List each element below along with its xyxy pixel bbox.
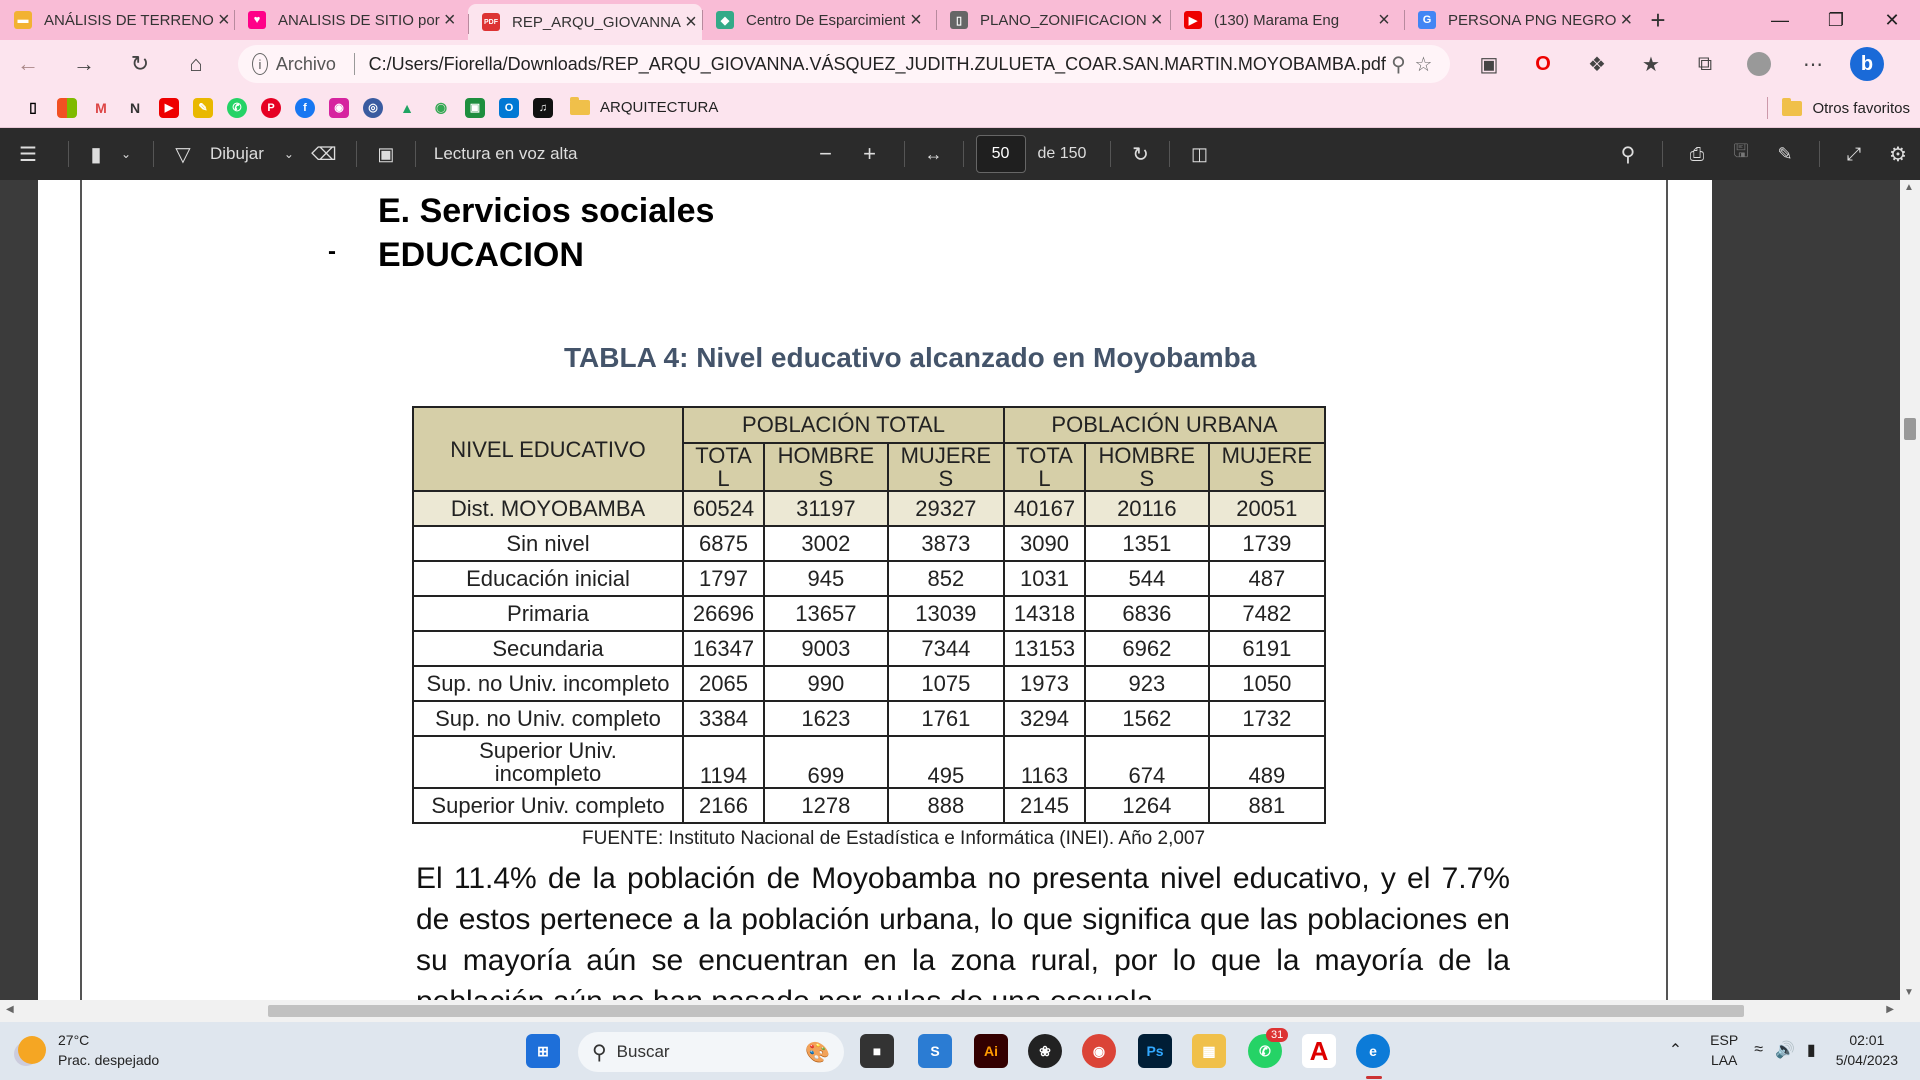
sub-column-header [888,443,1004,491]
table-cell: 3873 [888,526,1004,561]
table-cell: 487 [1209,561,1325,596]
sub-header-line: TOTA [695,443,752,468]
table-cell: 1278 [764,788,888,823]
browser-tab[interactable] [702,0,936,40]
table-row [413,596,1325,631]
tab-title: PLANO_ZONIFICACION [980,11,1147,29]
zoom-out-icon[interactable]: − [819,141,832,166]
row-label: Dist. MOYOBAMBA [413,491,683,526]
table-cell: 990 [764,666,888,701]
row-label: Superior Univ. completo [413,788,683,823]
save-icon[interactable]: 🖫 [1733,141,1749,161]
bullet-dash: - [328,238,336,265]
tab-close-icon[interactable]: × [685,10,697,33]
table-source: FUENTE: Instituto Nacional de Estadística e Informática (INEI). Año 2,007 [582,828,1206,849]
whatsapp-icon[interactable]: ✆ [1248,1034,1282,1068]
bookmark-folder-arquitectura[interactable] [570,99,718,116]
settings-gear-icon[interactable]: ⚙ [1889,143,1907,166]
pdf-toolbar [0,128,1920,180]
table-cell: 888 [888,788,1004,823]
language-code: ESP [1710,1032,1739,1048]
settings-bookmark-icon[interactable]: ◎ [356,93,390,123]
tab-title: ANALISIS DE SITIO por [278,11,440,29]
scroll-right-icon[interactable]: ▶ [1886,1004,1894,1015]
table-cell: 6836 [1085,596,1209,631]
reload-button[interactable]: ↻ [130,51,150,76]
weather-condition: Prac. despejado [58,1052,160,1068]
photo-app-icon[interactable]: ❀ [1028,1034,1062,1068]
body-paragraph: El 11.4% de la población de Moyobamba no presenta nivel educativo, y el 7.7% de estos pertenece a la población urbana, lo que significa que las poblaciones en su mayoría aún se encuentran en la zona rural, por lo que la mayoría de la [416,862,1510,977]
address-toolbar [0,40,1920,88]
draw-icon[interactable]: ▽ [175,143,191,166]
tab-close-icon[interactable]: × [1620,8,1633,31]
taskbar [0,1022,1920,1080]
row-label: Sup. no Univ. completo [413,701,683,736]
drive-bookmark-icon[interactable]: ▲ [400,99,414,116]
tab-title: Centro De Esparcimient [746,11,906,29]
table-row [413,631,1325,666]
chrome-icon[interactable]: ◉ [1082,1034,1116,1068]
education-table [412,406,1326,824]
sub-header-line: MUJERE [900,443,992,468]
table-row [413,491,1325,526]
table-row [413,526,1325,561]
save-as-icon[interactable]: ✎ [1777,143,1793,164]
table-cell: 6191 [1209,631,1325,666]
sub-header-line: S [1259,466,1275,492]
page-total-label: de 150 [1037,145,1087,162]
row-label: Sup. no Univ. incompleto [413,666,683,701]
pinterest-bookmark-icon[interactable]: P [254,93,288,123]
collections-icon[interactable]: ⧉ [1697,52,1713,75]
notion-bookmark-icon[interactable]: N [129,99,141,116]
clock-time: 02:01 [1849,1032,1885,1048]
table-cell: 7344 [888,631,1004,666]
table-cell: 29327 [888,491,1004,526]
search-placeholder: Buscar [616,1042,670,1061]
table-cell: 1761 [888,701,1004,736]
divider [904,141,905,167]
pdf-viewer[interactable] [0,180,1920,1000]
tab-strip [0,0,1920,40]
divider [1819,141,1820,167]
table-cell: 3090 [1004,526,1085,561]
table-cell: 544 [1085,561,1209,596]
add-favorite-icon[interactable]: ☆ [1414,53,1433,76]
tab-favicon-icon: ◆ [716,11,734,29]
sub-header-line: HOMBRE [777,443,875,468]
draw-button-label[interactable]: Dibujar [210,144,264,163]
column-group-total: POBLACIÓN TOTAL [683,407,1004,443]
back-button[interactable]: ← [17,51,39,76]
fullscreen-icon[interactable]: ⤢ [1846,143,1862,164]
row-label: Educación inicial [413,561,683,596]
browser-tab[interactable] [936,0,1170,40]
tab-close-icon[interactable]: × [910,8,922,31]
bookmarks-bar [0,88,1920,128]
text-icon[interactable]: ▣ [377,143,395,164]
browser-tab[interactable] [468,4,702,40]
edge-icon[interactable]: e [1356,1034,1390,1068]
forward-button[interactable]: → [73,51,95,76]
file-explorer-icon[interactable]: ▦ [1192,1034,1226,1068]
notes-bookmark-icon[interactable]: ✎ [186,93,220,123]
table-row [413,666,1325,701]
new-tab-button[interactable]: + [1650,4,1666,35]
table-cell: 1163 [1004,736,1085,788]
wifi-icon[interactable]: ≈ [1754,1041,1763,1058]
table-cell: 1050 [1209,666,1325,701]
folder-icon [570,100,590,115]
sub-column-header [1209,443,1325,491]
microsoft-bookmark-icon[interactable] [50,93,84,123]
section-heading: E. Servicios sociales [378,192,715,230]
highlight-icon[interactable]: ▮ [90,143,102,166]
table-cell: 7482 [1209,596,1325,631]
profile-avatar[interactable] [1732,44,1786,84]
table-cell: 923 [1085,666,1209,701]
tab-favicon-icon: PDF [482,13,500,31]
divider [354,53,355,75]
table-cell: 2065 [683,666,764,701]
chevron-down-icon[interactable]: ⌄ [120,147,132,161]
table-cell: 40167 [1004,491,1085,526]
clock-date: 5/04/2023 [1835,1052,1898,1068]
browser-tab[interactable] [1170,0,1404,40]
table-cell: 3384 [683,701,764,736]
close-window-button[interactable]: ✕ [1884,9,1900,30]
divider [963,141,964,167]
volume-icon[interactable]: 🔊 [1774,1042,1795,1059]
temperature: 27°C [58,1032,90,1048]
table-cell: 1194 [683,736,764,788]
start-button[interactable]: ⊞ [526,1034,560,1068]
table-cell: 13657 [764,596,888,631]
divider [68,141,69,167]
sub-header-line: S [938,466,954,492]
minimize-button[interactable]: — [1771,9,1789,30]
zoom-icon[interactable]: ⚲ [1391,53,1406,76]
battery-icon[interactable]: ▮ [1806,1042,1816,1059]
sub-heading: EDUCACION [378,236,584,274]
page-number-input[interactable]: 50 [976,135,1026,173]
gmail-bookmark-icon[interactable]: M [95,99,107,116]
home-button[interactable]: ⌂ [189,51,203,76]
divider [1110,141,1111,167]
address-bar[interactable] [238,45,1450,83]
youtube-bookmark-icon[interactable]: ▶ [152,93,186,123]
divider [415,141,416,167]
info-icon[interactable]: i [252,53,268,75]
photoshop-icon[interactable]: Ps [1138,1034,1172,1068]
tab-title: ANÁLISIS DE TERRENO [44,11,214,29]
search-icon: ⚲ [592,1041,607,1064]
favorites-icon[interactable]: ★ [1642,53,1660,76]
sub-header-line: TOTA [1016,443,1073,468]
sketchup-icon[interactable]: S [918,1034,952,1068]
table-cell: 9003 [764,631,888,666]
vertical-scrollbar[interactable] [1900,180,1920,1000]
scroll-up-icon[interactable]: ▲ [1904,182,1914,193]
table-cell: 1973 [1004,666,1085,701]
chevron-down-icon[interactable]: ⌄ [283,147,294,161]
window-controls [1752,0,1920,40]
divider [153,141,154,167]
active-app-indicator [1366,1076,1382,1079]
table-cell: 6962 [1085,631,1209,666]
table-cell: 3294 [1004,701,1085,736]
table-cell: 1351 [1085,526,1209,561]
tab-close-icon[interactable]: × [443,8,456,31]
sub-header-line: S [818,466,834,492]
table-cell: 699 [764,736,888,788]
scroll-thumb[interactable] [268,1005,1744,1017]
table-cell: 6875 [683,526,764,561]
table-cell: 2145 [1004,788,1085,823]
more-menu-icon[interactable]: ⋯ [1803,53,1823,76]
weather-icon [18,1036,46,1064]
rotate-icon[interactable]: ↻ [1132,143,1149,166]
tab-title: (130) Marama Eng [1214,11,1340,29]
table-cell: 945 [764,561,888,596]
table-cell: 2166 [683,788,764,823]
maps-bookmark-icon[interactable]: ◉ [434,99,448,115]
column-group-urban: POBLACIÓN URBANA [1004,407,1325,443]
browser-tab[interactable] [234,0,468,40]
zoom-in-icon[interactable]: + [863,141,876,166]
tab-favicon-icon: ▶ [1184,11,1202,29]
url-text[interactable]: C:/Users/Fiorella/Downloads/REP_ARQU_GIOVANNA.VÁSQUEZ_JUDITH.ZULUETA_COAR.SAN.MARTIN.MOYOBAMBA.pdf [368,53,1386,74]
tab-favicon-icon: G [1418,11,1436,29]
table-cell: 1562 [1085,701,1209,736]
outlook-bookmark-icon[interactable]: O [492,93,526,123]
table-cell: 13039 [888,596,1004,631]
sub-header-line: S [1139,466,1155,492]
sub-column-header [683,443,764,491]
table-cell: 1264 [1085,788,1209,823]
tiktok-bookmark-icon[interactable]: ♫ [526,93,560,123]
table-row [413,736,1325,788]
sub-header-line: L [1038,466,1051,492]
extensions-area [1462,44,1894,84]
sub-header-line: L [717,466,730,492]
table-cell: 20051 [1209,491,1325,526]
read-aloud-button[interactable]: Lectura en voz alta [433,144,578,163]
print-icon[interactable]: ⎙ [1689,143,1705,164]
pdf-page [38,180,1712,1000]
contents-icon[interactable]: ☰ [19,143,37,166]
page-view-icon[interactable]: ◫ [1190,143,1208,164]
tab-favicon-icon: ♥ [248,11,266,29]
tab-close-icon[interactable]: × [217,8,230,31]
divider [1662,141,1663,167]
acrobat-icon[interactable]: A [1302,1034,1336,1068]
column-header-level: NIVEL EDUCATIVO [413,407,683,491]
table-cell: 495 [888,736,1004,788]
bing-copilot-icon[interactable]: b [1840,44,1894,84]
tab-title: PERSONA PNG NEGRO [1448,11,1617,29]
extensions-icon[interactable]: ❖ [1588,53,1606,76]
task-view-icon[interactable]: ■ [860,1034,894,1068]
language-indicator[interactable] [1710,1030,1738,1070]
facebook-bookmark-icon[interactable]: f [288,93,322,123]
tab-favicon-icon: ▬ [14,11,32,29]
sub-header-line: HOMBRE [1098,443,1196,468]
row-label: Superior Univ. incompleto [413,736,683,788]
scroll-thumb[interactable] [1904,418,1916,440]
scroll-left-icon[interactable]: ◀ [6,1004,14,1015]
eraser-icon[interactable]: ⌫ [311,143,337,164]
table-cell: 852 [888,561,1004,596]
table-cell: 1075 [888,666,1004,701]
browser-tab[interactable] [1404,0,1638,40]
table-cell: 20116 [1085,491,1209,526]
translate-extension-icon[interactable]: ▣ [1479,53,1499,76]
browser-tab[interactable] [0,0,234,40]
whatsapp-bookmark-icon[interactable]: ✆ [220,93,254,123]
origin-label: Archivo [275,53,336,74]
table-cell: 674 [1085,736,1209,788]
sub-header-line: MUJERE [1221,443,1313,468]
divider [356,141,357,167]
table-cell: 1623 [764,701,888,736]
table-body [413,491,1325,823]
divider [1169,141,1170,167]
table-cell: 1739 [1209,526,1325,561]
table-cell: 489 [1209,736,1325,788]
table-cell: 1031 [1004,561,1085,596]
bookmark-folder-label: ARQUITECTURA [600,99,719,116]
keyboard-layout: LAA [1710,1052,1738,1068]
sub-column-header [1004,443,1085,491]
row-label: Secundaria [413,631,683,666]
system-tray [1669,1030,1908,1070]
row-label: Primaria [413,596,683,631]
divider [1767,97,1768,119]
table-row [413,788,1325,823]
other-favorites-label: Otros favoritos [1812,99,1910,117]
table-cell: 13153 [1004,631,1085,666]
whatsapp-badge: 31 [1266,1028,1288,1042]
folder-icon [1782,101,1802,116]
tab-close-icon[interactable]: × [1150,8,1163,31]
tab-close-icon[interactable]: × [1378,8,1390,31]
taskbar-search[interactable] [578,1032,844,1072]
row-label: Sin nivel [413,526,683,561]
table-row [413,701,1325,736]
table-row [413,561,1325,596]
tabs-container [0,0,1638,40]
instagram-bookmark-icon[interactable]: ◉ [322,93,356,123]
tab-favicon-icon: ▯ [950,11,968,29]
sub-column-header [1085,443,1209,491]
table-cell: 3002 [764,526,888,561]
horizontal-scrollbar[interactable] [0,1000,1920,1022]
illustrator-icon[interactable]: Ai [974,1034,1008,1068]
tray-chevron-up-icon[interactable]: ⌃ [1668,1042,1683,1059]
clock[interactable] [1836,1030,1898,1070]
scroll-down-icon[interactable]: ▼ [1904,987,1914,998]
search-highlight-icon: 🎨 [805,1041,830,1064]
restore-button[interactable]: ❐ [1827,9,1845,30]
table-title: TABLA 4: Nivel educativo alcanzado en Moyobamba [564,342,1257,373]
table-cell: 60524 [683,491,764,526]
table-cell: 1732 [1209,701,1325,736]
table-cell: 16347 [683,631,764,666]
document-bookmark-icon[interactable]: ▯ [29,99,37,115]
table-cell: 31197 [764,491,888,526]
tab-title: REP_ARQU_GIOVANNA [512,13,681,31]
table-cell: 14318 [1004,596,1085,631]
table-cell: 881 [1209,788,1325,823]
table-cell: 1797 [683,561,764,596]
table-cell: 26696 [683,596,764,631]
classroom-bookmark-icon[interactable]: ▣ [458,93,492,123]
weather-widget[interactable] [18,1030,159,1070]
fit-page-icon[interactable]: ↔ [924,143,943,164]
opera-extension-icon[interactable]: O [1535,52,1551,75]
sub-column-header [764,443,888,491]
other-favorites-folder[interactable] [1767,88,1910,128]
search-icon[interactable]: ⚲ [1620,143,1636,166]
